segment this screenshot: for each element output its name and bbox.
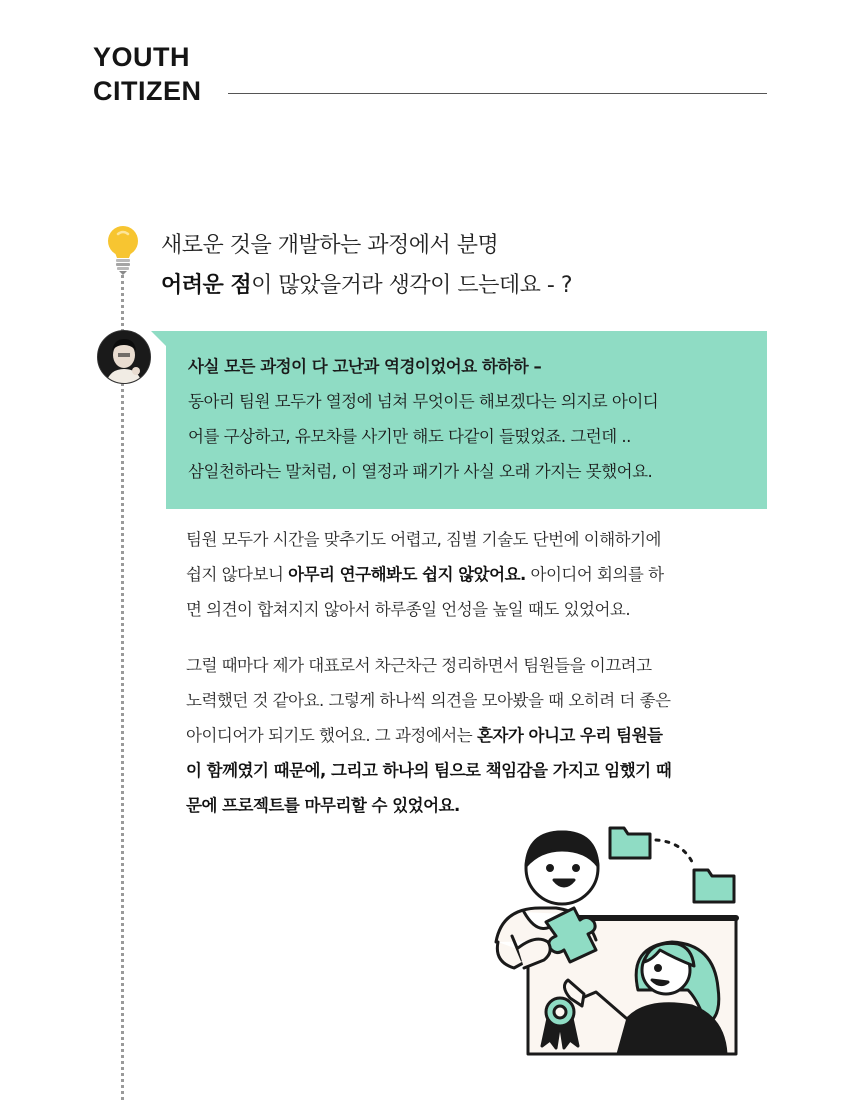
para1-line-1: 팀원 모두가 시간을 맞추기도 어렵고, 짐벌 기술도 단번에 이해하기에: [186, 530, 661, 549]
answer-paragraph-2: [186, 648, 761, 823]
para1-text-rest: 아이디어 회의를 하: [525, 565, 664, 584]
header-divider: [228, 93, 767, 94]
timeline-dotted-line: [121, 275, 124, 1100]
answer-line-1: 동아리 팀원 모두가 열정에 넘쳐 무엇이든 해보겠다는 의지로 아이디: [188, 392, 659, 411]
brand-logo: [93, 40, 202, 108]
question-line-2: [161, 266, 781, 306]
question-line-1: 새로운 것을 개발하는 과정에서 분명: [161, 233, 499, 258]
para2-line-3: [186, 718, 761, 753]
brand-line-2: CITIZEN: [93, 76, 202, 106]
para2-highlight-2: 이 함께였기 때문에, 그리고 하나의 팀으로 책임감을 가지고 임했기 때: [186, 761, 672, 780]
question-highlight: 어려운 점: [161, 273, 252, 298]
speech-bubble-tail: [151, 331, 167, 347]
para2-line-4: [186, 753, 761, 788]
answer-bubble: [166, 331, 767, 509]
para2-line-5: [186, 788, 761, 823]
para1-highlight: 아무리 연구해봐도 쉽지 않았어요.: [288, 565, 526, 584]
answer-line-3: 삼일천하라는 말처럼, 이 열정과 패기가 사실 오래 가지는 못했어요.: [188, 462, 653, 481]
brand-line-1: YOUTH: [93, 42, 190, 72]
answer-line-2: 어를 구상하고, 유모차를 사기만 해도 다같이 들떴었죠. 그런데 ..: [188, 427, 631, 446]
para2-highlight-3: 문에 프로젝트를 마무리할 수 있었어요.: [186, 796, 460, 815]
question-rest: 이 많았을거라 생각이 드는데요 - ?: [251, 273, 573, 298]
answer-paragraph-1: [186, 522, 761, 627]
para2-line-1: 그럴 때마다 제가 대표로서 차근차근 정리하면서 팀원들을 이끄려고: [186, 656, 652, 675]
teamwork-illustration: [488, 822, 748, 1066]
para2-line-2: 노력했던 것 같아요. 그렇게 하나씩 의견을 모아봤을 때 오히려 더 좋은: [186, 691, 671, 710]
para1-line-2: [186, 557, 761, 592]
para1-text: 쉽지 않다보니: [186, 565, 289, 584]
para2-text: 아이디어가 되기도 했어요. 그 과정에서는: [186, 726, 477, 745]
avatar-photo: [97, 330, 151, 384]
answer-text: [188, 349, 753, 489]
para1-line-3: 면 의견이 합쳐지지 않아서 하루종일 언성을 높일 때도 있었어요.: [186, 600, 631, 619]
folder-icon: [694, 870, 734, 902]
folder-icon: [610, 828, 650, 858]
interview-question: [161, 226, 781, 306]
para2-highlight-1: 혼자가 아니고 우리 팀원들: [476, 726, 663, 745]
answer-headline: 사실 모든 과정이 다 고난과 역경이었어요 하하하 –: [188, 357, 542, 376]
lightbulb-icon: [104, 224, 142, 280]
